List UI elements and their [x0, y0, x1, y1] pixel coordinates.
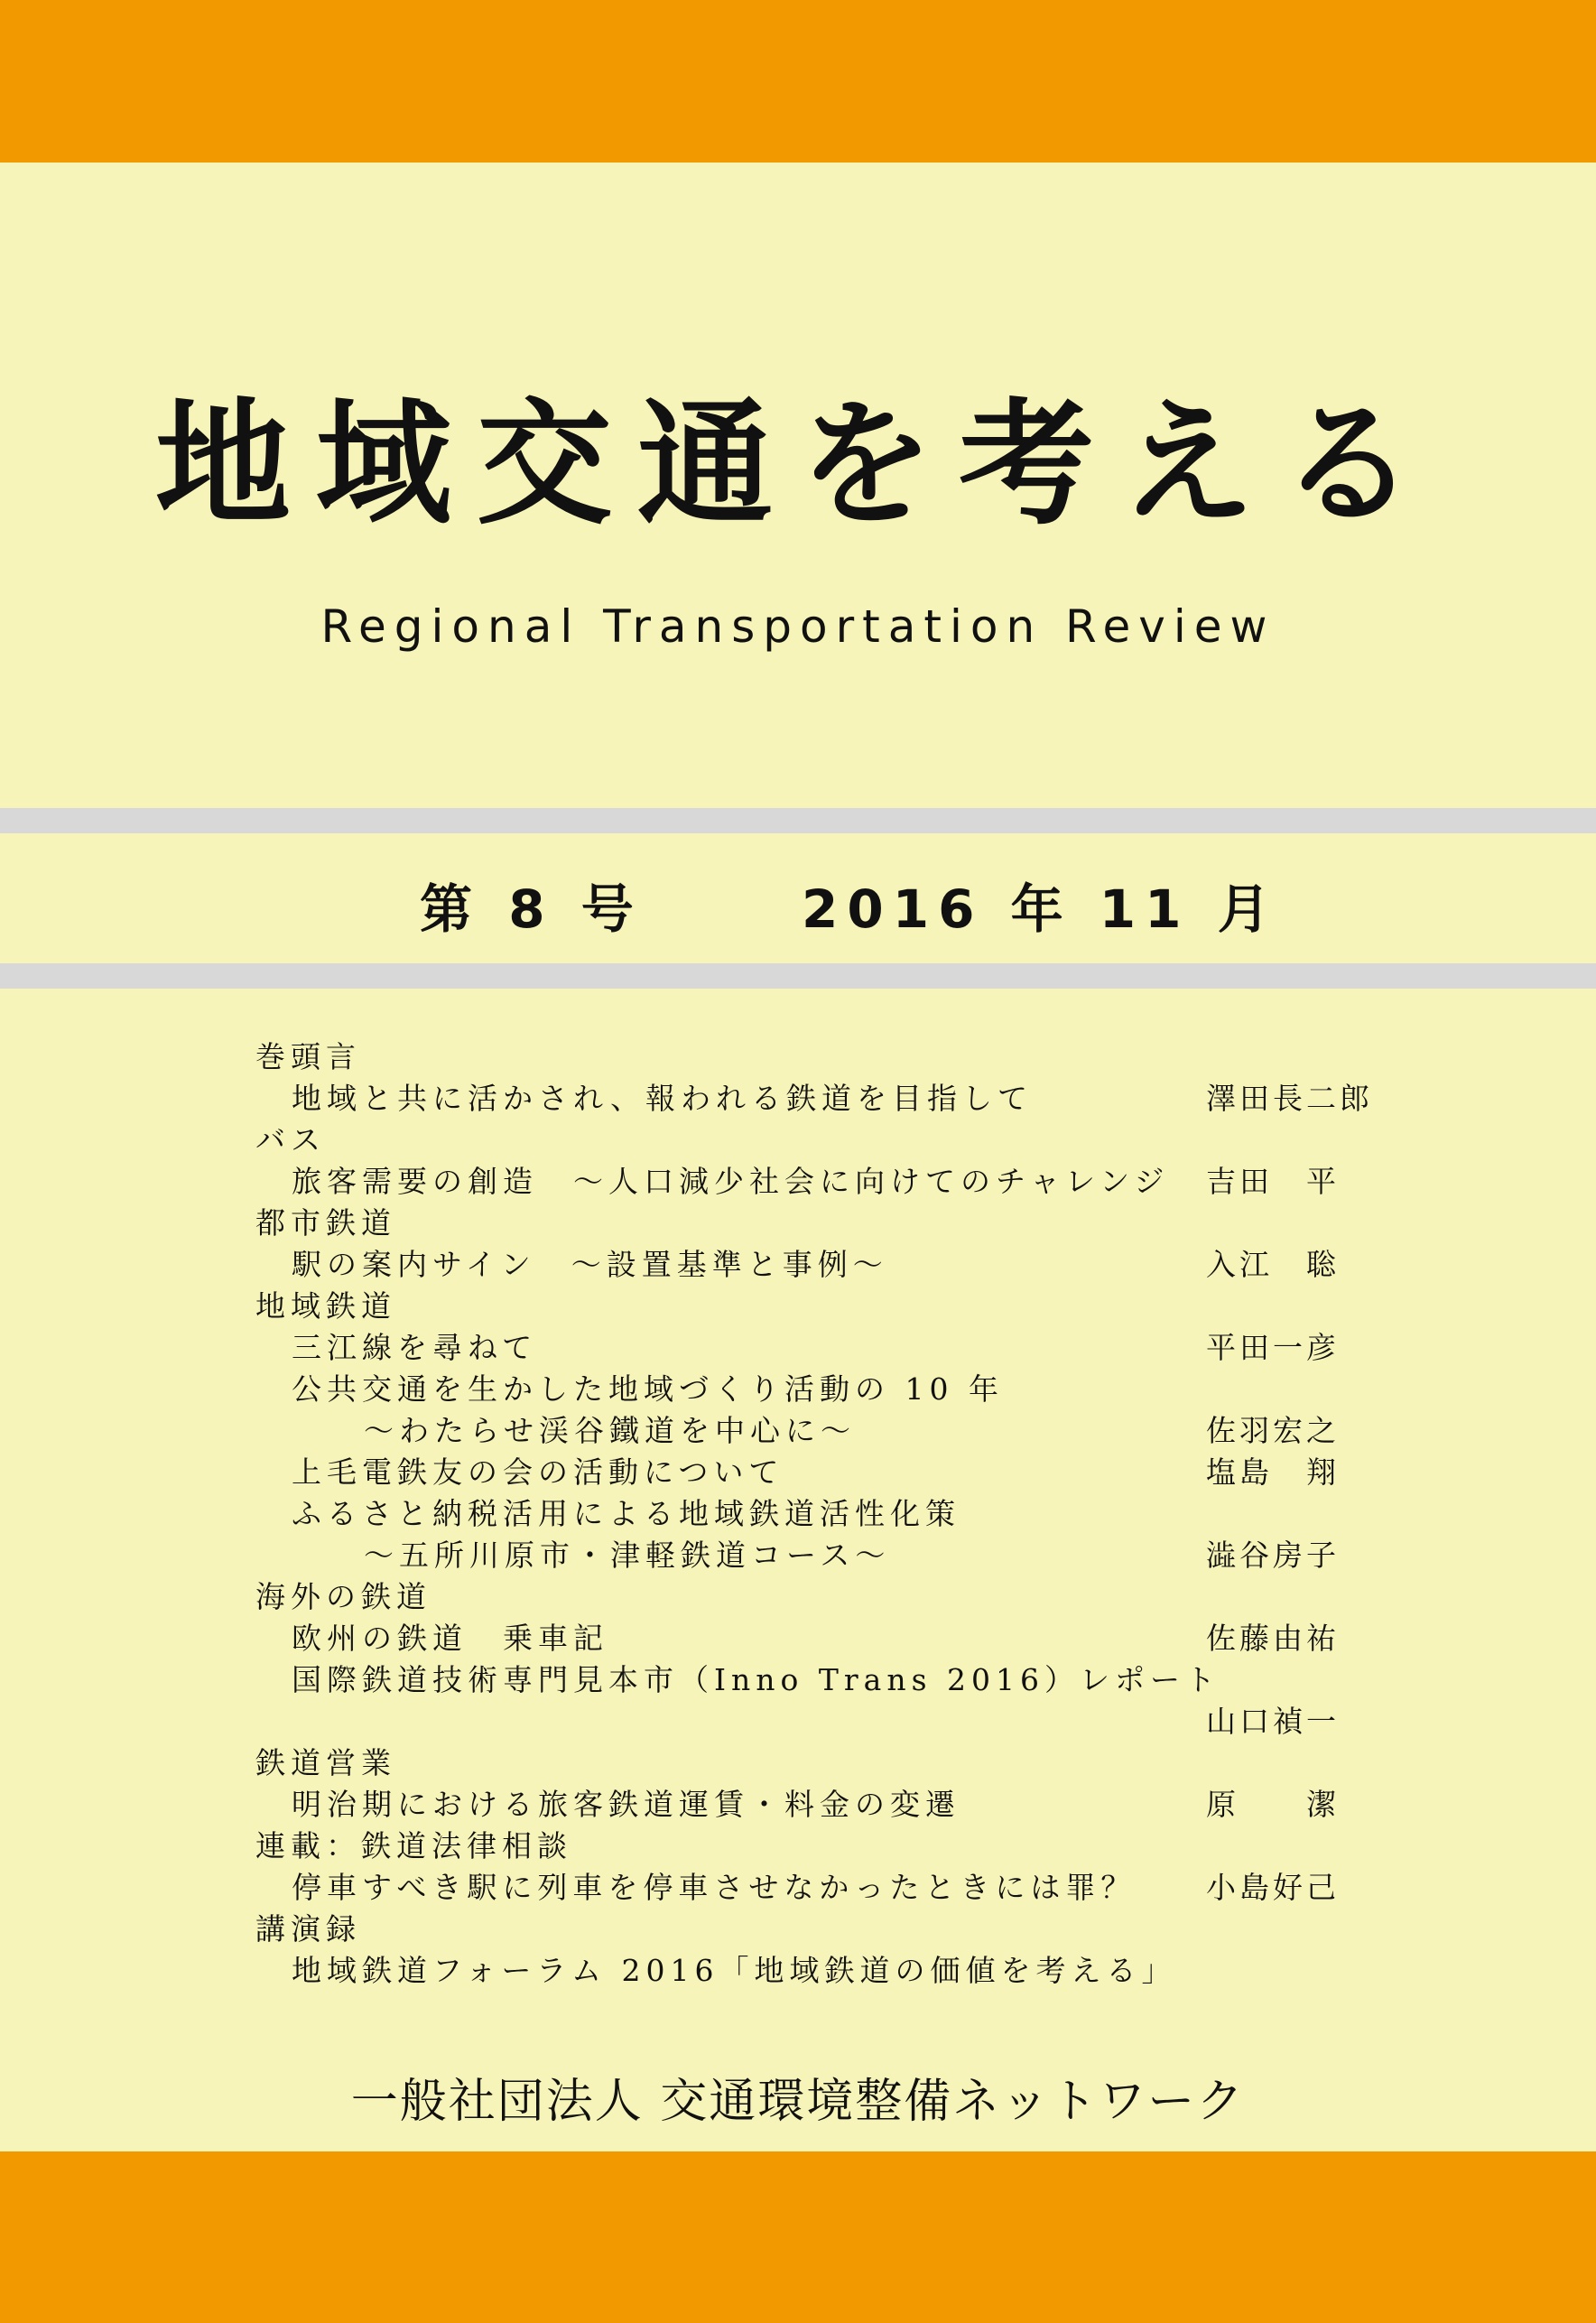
- toc-entry: [255, 1203, 1393, 1244]
- toc-title: 都市鉄道: [255, 1205, 396, 1240]
- toc-author: 平田一彦: [1206, 1330, 1340, 1365]
- toc-title: 海外の鉄道: [255, 1579, 431, 1614]
- toc-entry: [255, 1410, 1393, 1452]
- toc-entry: [255, 1950, 1393, 1992]
- publisher-name: 一般社団法人 交通環境整備ネットワーク: [350, 2075, 1246, 2129]
- issue-date: 2016 年 11 月: [802, 878, 1279, 940]
- toc-title: 地域鉄道: [255, 1288, 396, 1324]
- toc-title: 鉄道営業: [255, 1745, 396, 1780]
- toc-entry: [255, 1161, 1393, 1203]
- toc-entry: [255, 1493, 1393, 1535]
- toc-title: 欧州の鉄道 乗車記: [292, 1621, 608, 1656]
- journal-title: 地域交通を考える: [154, 386, 1441, 544]
- toc-author: 澤田長二郎: [1206, 1081, 1373, 1116]
- toc-author: 吉田 平: [1206, 1164, 1340, 1199]
- toc-title: ふるさと納税活用による地域鉄道活性化策: [292, 1496, 960, 1531]
- toc-entry: [255, 1286, 1393, 1327]
- toc-author: 佐藤由祐: [1206, 1621, 1340, 1656]
- toc-entry: [255, 1867, 1393, 1909]
- toc-title: 地域鉄道フォーラム 2016「地域鉄道の価値を考える」: [292, 1953, 1177, 1988]
- toc-entry: [255, 1244, 1393, 1286]
- toc-entry: [255, 1742, 1393, 1784]
- toc-title: 上毛電鉄友の会の活動について: [292, 1454, 784, 1490]
- toc-title: 国際鉄道技術専門見本市（Inno Trans 2016）レポート: [292, 1662, 1221, 1697]
- toc-entry: [255, 1078, 1393, 1120]
- toc-entry: [255, 1576, 1393, 1618]
- toc-entry: [255, 1909, 1393, 1950]
- issue-number: 第 8 号: [420, 878, 643, 940]
- toc-title: ～五所川原市・津軽鉄道コース～: [364, 1538, 891, 1573]
- toc-entry: [255, 1618, 1393, 1659]
- top-orange-band: [0, 0, 1596, 163]
- toc-title: 講演録: [255, 1911, 361, 1947]
- toc-title: 旅客需要の創造 ～人口減少社会に向けてのチャレンジ: [292, 1164, 1170, 1199]
- toc-title: 地域と共に活かされ、報われる鉄道を目指して: [292, 1081, 1033, 1116]
- toc-title: ～わたらせ渓谷鐵道を中心に～: [364, 1413, 857, 1448]
- toc-entry: [255, 1120, 1393, 1161]
- toc-title: 駅の案内サイン ～設置基準と事例～: [292, 1247, 888, 1282]
- toc-entry: [255, 1036, 1393, 1078]
- toc-title: 巻頭言: [255, 1039, 361, 1074]
- toc-title: 明治期における旅客鉄道運賃・料金の変遷: [292, 1787, 960, 1822]
- table-of-contents: [255, 1036, 1393, 1992]
- journal-subtitle: Regional Transportation Review: [320, 600, 1276, 653]
- toc-entry: [255, 1659, 1393, 1701]
- toc-title: 停車すべき駅に列車を停車させなかったときには罪？: [292, 1870, 1137, 1905]
- toc-author: 澁谷房子: [1206, 1538, 1340, 1573]
- toc-entry: [255, 1826, 1393, 1867]
- divider-lower: [0, 963, 1596, 989]
- toc-title: 連載：鉄道法律相談: [255, 1828, 572, 1863]
- toc-entry: [255, 1369, 1393, 1410]
- toc-author: 原 潔: [1206, 1787, 1340, 1822]
- divider-upper: [0, 808, 1596, 833]
- toc-author: 山口禎一: [1206, 1704, 1340, 1739]
- toc-entry: [255, 1701, 1393, 1742]
- toc-entry: [255, 1327, 1393, 1369]
- toc-author: 佐羽宏之: [1206, 1413, 1340, 1448]
- toc-entry: [255, 1452, 1393, 1493]
- toc-entry: [255, 1535, 1393, 1576]
- bottom-orange-band: [0, 2151, 1596, 2323]
- toc-entry: [255, 1784, 1393, 1826]
- toc-title: 三江線を尋ねて: [292, 1330, 538, 1365]
- toc-title: バス: [255, 1122, 326, 1157]
- toc-author: 小島好己: [1206, 1870, 1340, 1905]
- toc-author: 入江 聡: [1206, 1247, 1340, 1282]
- toc-title: 公共交通を生かした地域づくり活動の 10 年: [292, 1371, 1004, 1407]
- toc-author: 塩島 翔: [1206, 1454, 1340, 1490]
